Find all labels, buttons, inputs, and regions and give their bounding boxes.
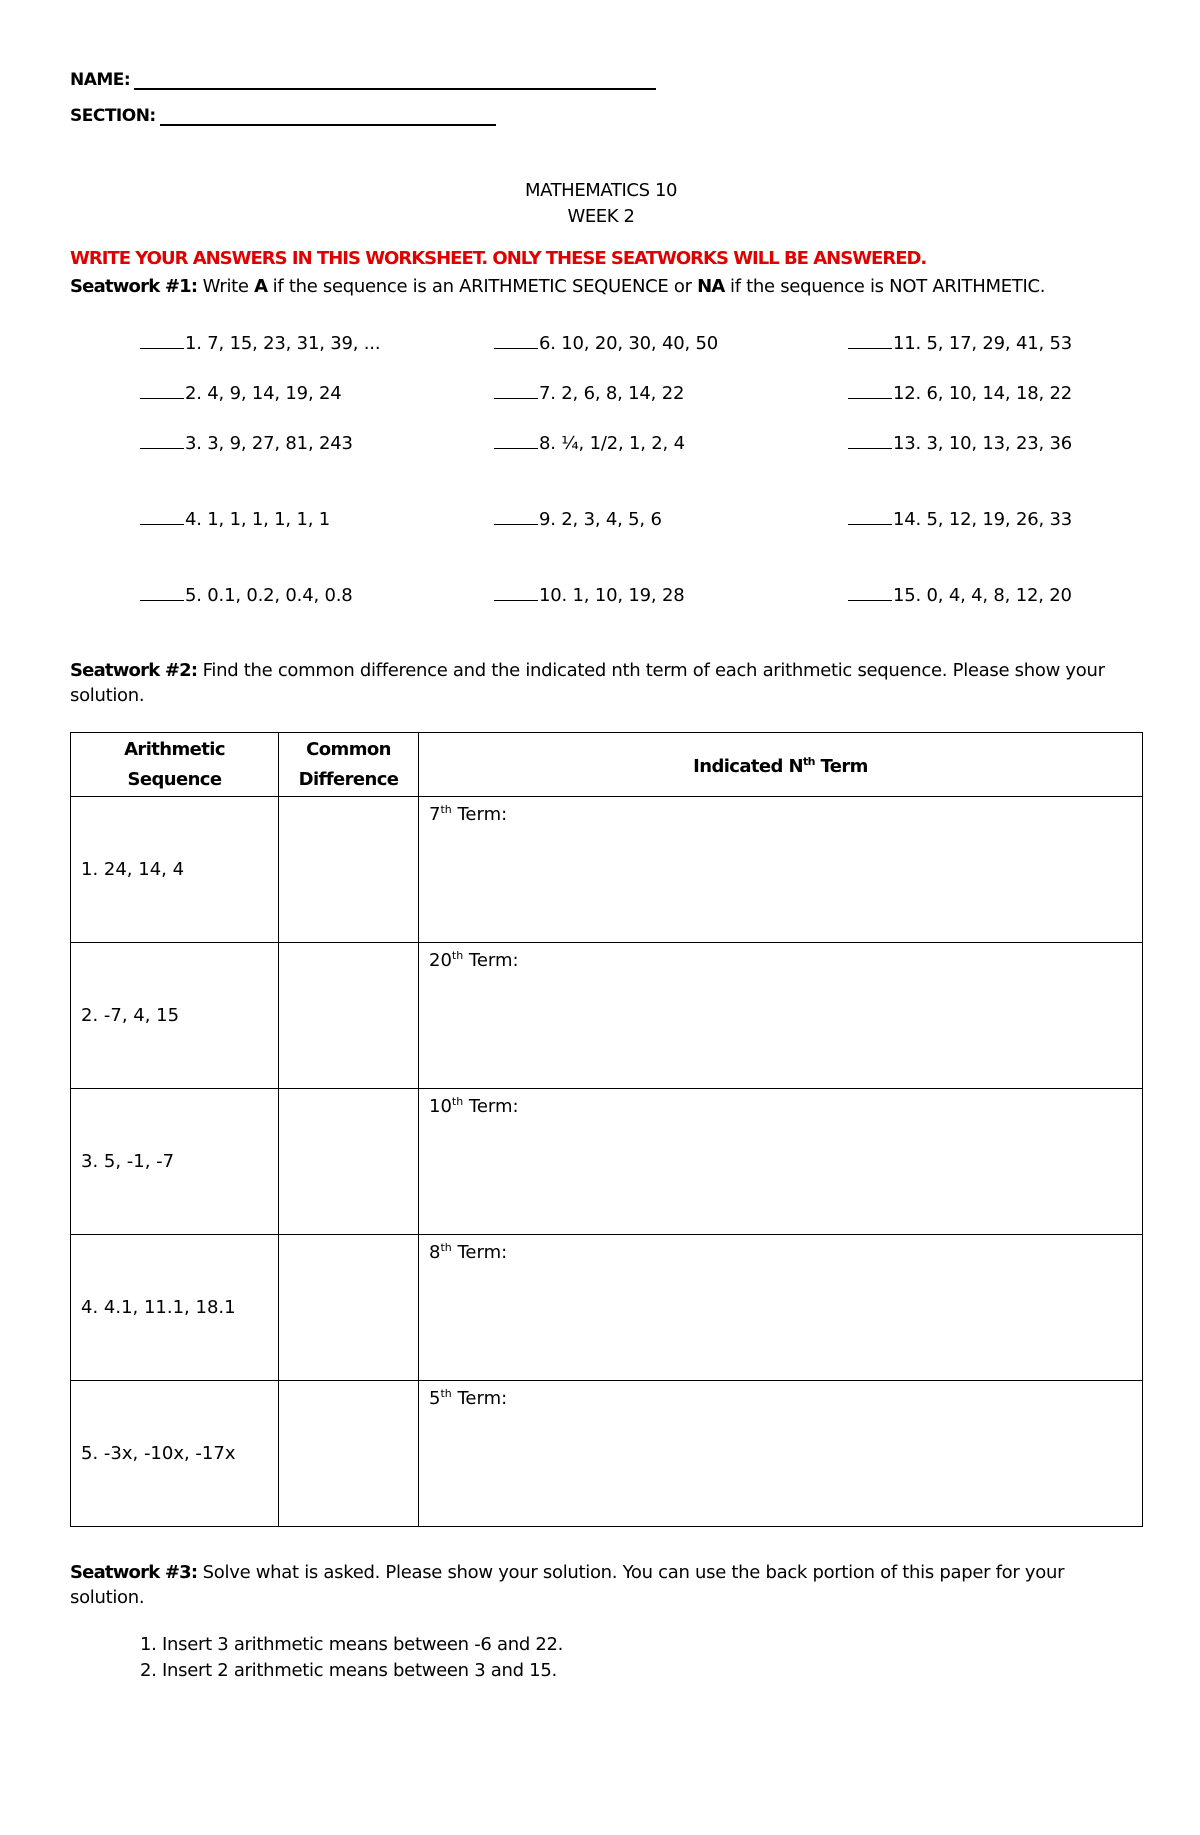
term-label: Term:	[451, 1242, 508, 1263]
answer-blank[interactable]	[140, 332, 184, 349]
difference-answer-cell[interactable]	[279, 1089, 419, 1235]
sw1-item-text: 13. 3, 10, 13, 23, 36	[893, 433, 1072, 454]
term-label: Term:	[451, 1388, 508, 1409]
seatwork1-instr-post: if the sequence is NOT ARITHMETIC.	[724, 276, 1046, 297]
sw1-item	[848, 508, 1072, 530]
answer-blank[interactable]	[848, 382, 892, 399]
sw1-item	[848, 332, 1072, 354]
table-row	[71, 1381, 1143, 1527]
term-sup: th	[440, 1387, 452, 1400]
sw1-item	[140, 332, 380, 354]
seatwork2-instruction-text: Find the common difference and the indicated nth term of each arithmetic sequence. Please show your solution.	[70, 660, 1105, 706]
sequence-cell: 5. -3x, -10x, -17x	[71, 1381, 279, 1527]
sw1-item	[494, 332, 718, 354]
table-row	[71, 1235, 1143, 1381]
sequence-cell: 4. 4.1, 11.1, 18.1	[71, 1235, 279, 1381]
answer-blank[interactable]	[140, 508, 184, 525]
section-line[interactable]	[160, 106, 496, 126]
seatwork2-instruction	[70, 658, 1142, 708]
table-row	[71, 1089, 1143, 1235]
col-header-term-post: Term	[814, 756, 868, 777]
sequence-cell: 1. 24, 14, 4	[71, 797, 279, 943]
term-label: Term:	[463, 950, 519, 971]
sequence-cell: 3. 5, -1, -7	[71, 1089, 279, 1235]
code-a: A	[254, 276, 268, 297]
list-item: 1. Insert 3 arithmetic means between -6 and 22.	[140, 1634, 564, 1655]
answer-blank[interactable]	[494, 584, 538, 601]
answer-blank[interactable]	[848, 584, 892, 601]
answer-blank[interactable]	[494, 332, 538, 349]
difference-answer-cell[interactable]	[279, 1381, 419, 1527]
sw1-item-text: 3. 3, 9, 27, 81, 243	[185, 433, 353, 454]
sw1-item-text: 14. 5, 12, 19, 26, 33	[893, 509, 1072, 530]
name-line[interactable]	[134, 70, 656, 90]
list-item: 2. Insert 2 arithmetic means between 3 and 15.	[140, 1660, 557, 1681]
sw1-item-text: 4. 1, 1, 1, 1, 1, 1	[185, 509, 331, 530]
seatwork2-table	[70, 732, 1143, 1527]
section-field-row	[70, 106, 496, 126]
term-num: 20	[429, 950, 452, 971]
answer-blank[interactable]	[848, 332, 892, 349]
term-answer-cell[interactable]	[419, 943, 1143, 1089]
sequence-cell: 2. -7, 4, 15	[71, 943, 279, 1089]
term-answer-cell[interactable]	[419, 1235, 1143, 1381]
sw1-item	[848, 432, 1072, 454]
sw1-item-text: 10. 1, 10, 19, 28	[539, 585, 685, 606]
term-label: Term:	[463, 1096, 519, 1117]
term-num: 7	[429, 804, 441, 825]
sw1-item-text: 9. 2, 3, 4, 5, 6	[539, 509, 662, 530]
term-sup: th	[451, 1095, 464, 1108]
col-header-difference	[279, 733, 419, 797]
difference-answer-cell[interactable]	[279, 797, 419, 943]
seatwork3-instruction	[70, 1560, 1142, 1610]
answer-blank[interactable]	[140, 432, 184, 449]
sw1-item	[140, 508, 330, 530]
answer-blank[interactable]	[848, 432, 892, 449]
answer-blank[interactable]	[494, 382, 538, 399]
seatwork1-instruction	[70, 274, 1142, 299]
col-header-sequence-line2: Sequence	[127, 768, 222, 790]
term-label: Term:	[451, 804, 508, 825]
answer-blank[interactable]	[140, 584, 184, 601]
sw1-item	[140, 432, 353, 454]
term-answer-cell[interactable]	[419, 797, 1143, 943]
term-num: 5	[429, 1388, 441, 1409]
sw1-item-text: 2. 4, 9, 14, 19, 24	[185, 383, 342, 404]
sw1-item-text: 15. 0, 4, 4, 8, 12, 20	[893, 585, 1072, 606]
sw1-item	[494, 508, 662, 530]
col-header-term-sup: th	[802, 755, 815, 768]
term-answer-cell[interactable]	[419, 1381, 1143, 1527]
col-header-sequence-line1: Arithmetic	[124, 738, 225, 760]
term-num: 8	[429, 1242, 441, 1263]
sw1-item-text: 1. 7, 15, 23, 31, 39, ...	[185, 333, 381, 354]
sw1-item-text: 5. 0.1, 0.2, 0.4, 0.8	[185, 585, 353, 606]
col-header-term	[419, 733, 1143, 797]
answer-blank[interactable]	[140, 382, 184, 399]
difference-answer-cell[interactable]	[279, 1235, 419, 1381]
seatwork3-list	[140, 1632, 563, 1684]
sw1-item	[494, 382, 684, 404]
sw1-item-text: 6. 10, 20, 30, 40, 50	[539, 333, 718, 354]
subject-title: MATHEMATICS 10	[524, 180, 678, 201]
term-sup: th	[451, 949, 464, 962]
answer-blank[interactable]	[494, 508, 538, 525]
seatwork1-instr-pre: Write	[197, 276, 255, 297]
answer-blank[interactable]	[494, 432, 538, 449]
table-row	[71, 943, 1143, 1089]
sw1-item	[848, 382, 1072, 404]
difference-answer-cell[interactable]	[279, 943, 419, 1089]
seatwork3-instruction-text: Solve what is asked. Please show your solution. You can use the back portion of this paper for your solution.	[70, 1562, 1065, 1608]
worksheet-page	[70, 0, 1142, 1835]
notice-text: WRITE YOUR ANSWERS IN THIS WORKSHEET. ONLY THESE SEATWORKS WILL BE ANSWERED.	[70, 248, 927, 269]
sw1-item	[140, 584, 353, 606]
sw1-item	[494, 584, 684, 606]
seatwork1-title: Seatwork #1:	[70, 276, 198, 297]
term-sup: th	[440, 803, 452, 816]
sw1-item-text: 8. ¼, 1/2, 1, 2, 4	[539, 433, 685, 454]
code-na: NA	[697, 276, 725, 297]
answer-blank[interactable]	[848, 508, 892, 525]
sw1-item-text: 11. 5, 17, 29, 41, 53	[893, 333, 1072, 354]
seatwork3-title: Seatwork #3:	[70, 1562, 198, 1583]
sw1-item	[494, 432, 685, 454]
sw1-item-text: 12. 6, 10, 14, 18, 22	[893, 383, 1072, 404]
week-title: WEEK 2	[567, 206, 635, 227]
seatwork2-title: Seatwork #2:	[70, 660, 198, 681]
sw1-item-text: 7. 2, 6, 8, 14, 22	[539, 383, 685, 404]
name-field-row	[70, 70, 656, 90]
col-header-term-pre: Indicated N	[693, 756, 803, 777]
col-header-difference-line1: Common	[306, 738, 391, 760]
sw1-item	[848, 584, 1072, 606]
table-header-row	[71, 733, 1143, 797]
term-sup: th	[440, 1241, 452, 1254]
seatwork1-instr-mid: if the sequence is an ARITHMETIC SEQUENCE or	[267, 276, 698, 297]
section-label: SECTION:	[70, 106, 156, 126]
term-answer-cell[interactable]	[419, 1089, 1143, 1235]
name-label: NAME:	[70, 70, 131, 90]
sw1-item	[140, 382, 342, 404]
col-header-sequence	[71, 733, 279, 797]
table-row	[71, 797, 1143, 943]
col-header-difference-line2: Difference	[298, 768, 399, 790]
term-num: 10	[429, 1096, 452, 1117]
